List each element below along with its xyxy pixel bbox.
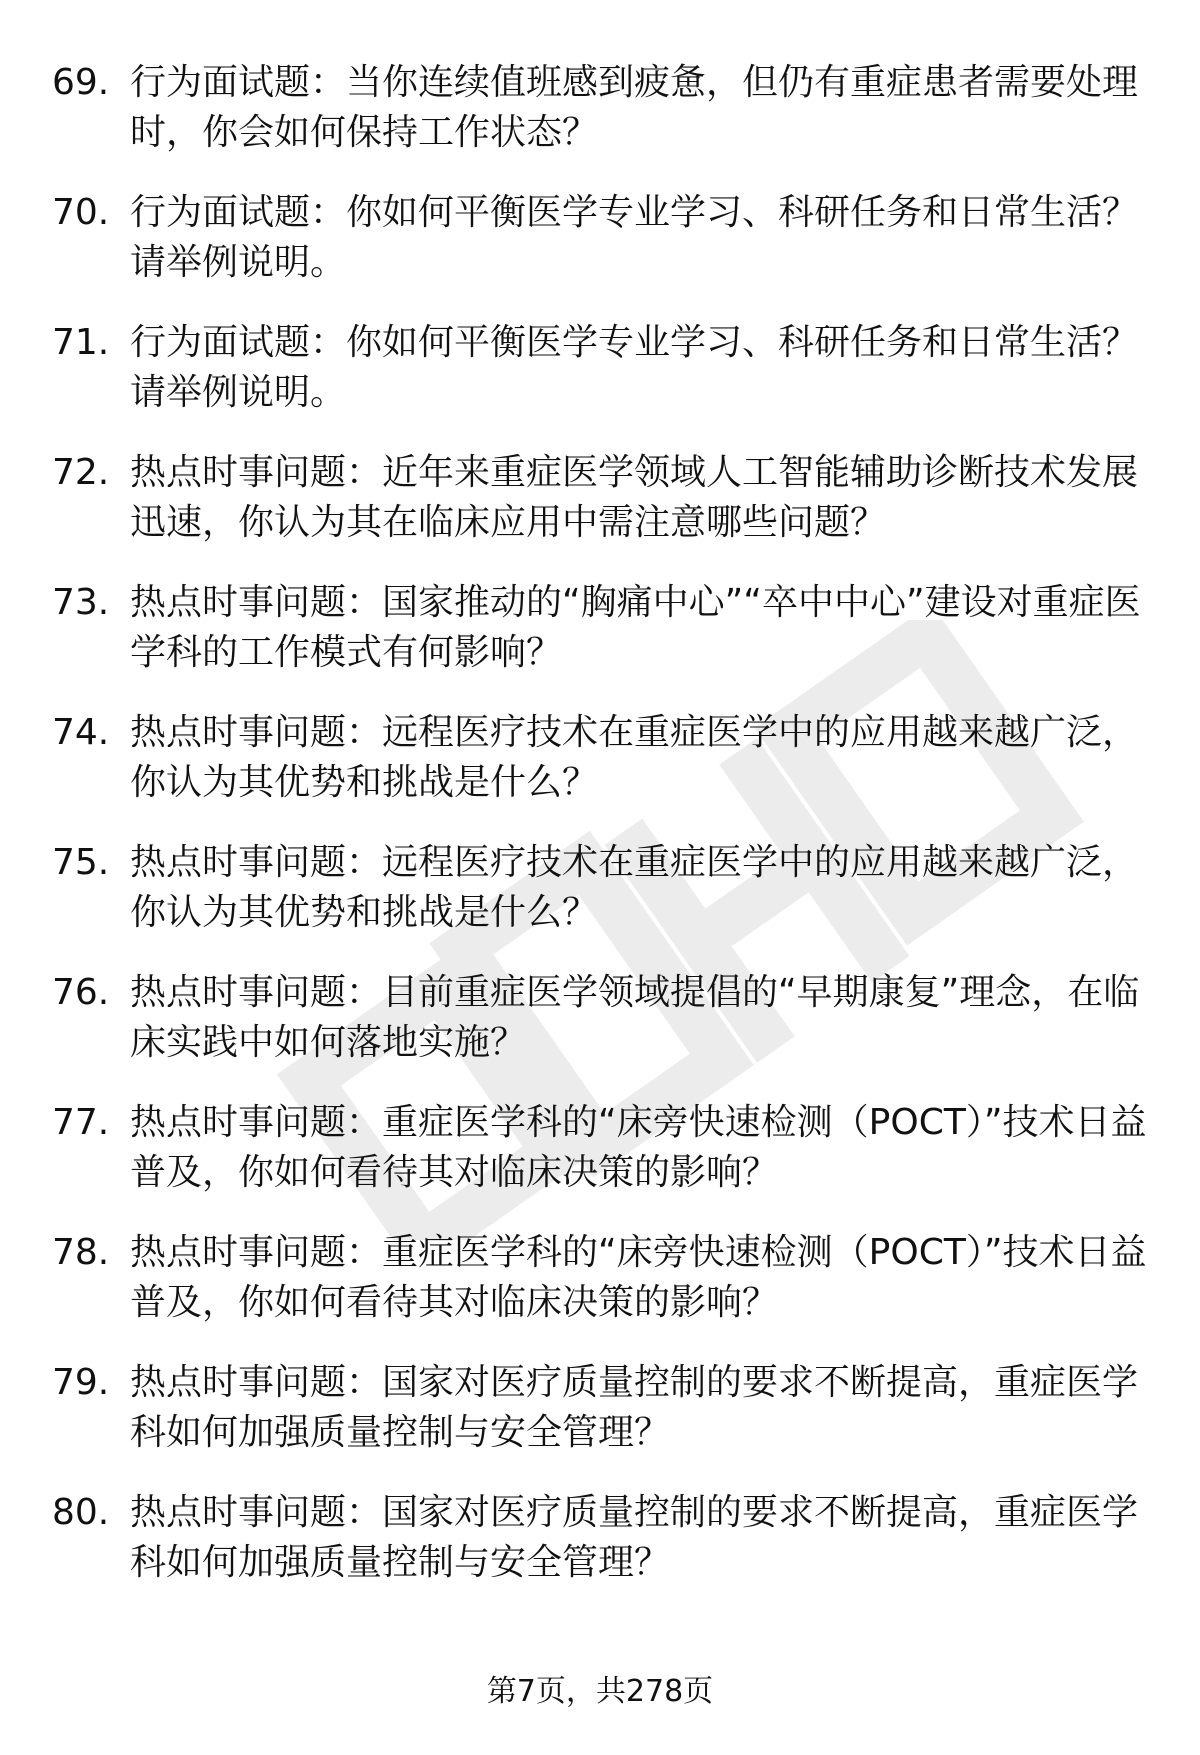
question-number: 79. (52, 1362, 110, 1403)
question-item (52, 578, 1152, 708)
page-footer: 第7页，共278页 (486, 1674, 714, 1709)
question-item (52, 968, 1152, 1098)
question-number: 78. (52, 1232, 110, 1273)
question-number: 71. (52, 322, 110, 363)
question-number: 73. (52, 582, 110, 623)
question-text: 行为面试题：你如何平衡医学专业学习、科研任务和日常生活？请举例说明。 (130, 192, 1139, 283)
question-number: 77. (52, 1102, 110, 1143)
question-number: 80. (52, 1492, 110, 1533)
question-text: 热点时事问题：国家推动的“胸痛中心”“卒中中心”建设对重症医学科的工作模式有何影响？ (130, 582, 1141, 673)
question-item (52, 448, 1152, 578)
question-item (52, 1228, 1152, 1358)
question-text: 热点时事问题：重症医学科的“床旁快速检测（POCT）”技术日益普及，你如何看待其对临床决策的影响？ (130, 1232, 1147, 1323)
question-item (52, 1358, 1152, 1488)
question-number: 72. (52, 452, 110, 493)
question-item (52, 188, 1152, 318)
question-number: 76. (52, 972, 110, 1013)
question-item (52, 838, 1152, 968)
question-text: 热点时事问题：重症医学科的“床旁快速检测（POCT）”技术日益普及，你如何看待其对临床决策的影响？ (130, 1102, 1147, 1193)
question-list (52, 58, 1152, 1618)
question-number: 75. (52, 842, 110, 883)
question-number: 69. (52, 62, 110, 103)
question-text: 热点时事问题：国家对医疗质量控制的要求不断提高，重症医学科如何加强质量控制与安全管理？ (130, 1362, 1139, 1453)
question-text: 行为面试题：你如何平衡医学专业学习、科研任务和日常生活？请举例说明。 (130, 322, 1139, 413)
question-item (52, 58, 1152, 188)
question-text: 行为面试题：当你连续值班感到疲惫，但仍有重症患者需要处理时，你会如何保持工作状态？ (130, 62, 1139, 153)
question-item (52, 318, 1152, 448)
question-text: 热点时事问题：目前重症医学领域提倡的“早期康复”理念，在临床实践中如何落地实施？ (130, 972, 1140, 1063)
question-item (52, 708, 1152, 838)
question-text: 热点时事问题：国家对医疗质量控制的要求不断提高，重症医学科如何加强质量控制与安全管理？ (130, 1492, 1139, 1583)
question-number: 70. (52, 192, 110, 233)
question-number: 74. (52, 712, 110, 753)
question-item (52, 1488, 1152, 1618)
question-text: 热点时事问题：远程医疗技术在重症医学中的应用越来越广泛，你认为其优势和挑战是什么？ (130, 842, 1139, 933)
question-item (52, 1098, 1152, 1228)
question-text: 热点时事问题：远程医疗技术在重症医学中的应用越来越广泛，你认为其优势和挑战是什么？ (130, 712, 1139, 803)
question-text: 热点时事问题：近年来重症医学领域人工智能辅助诊断技术发展迅速，你认为其在临床应用中需注意哪些问题？ (130, 452, 1139, 543)
